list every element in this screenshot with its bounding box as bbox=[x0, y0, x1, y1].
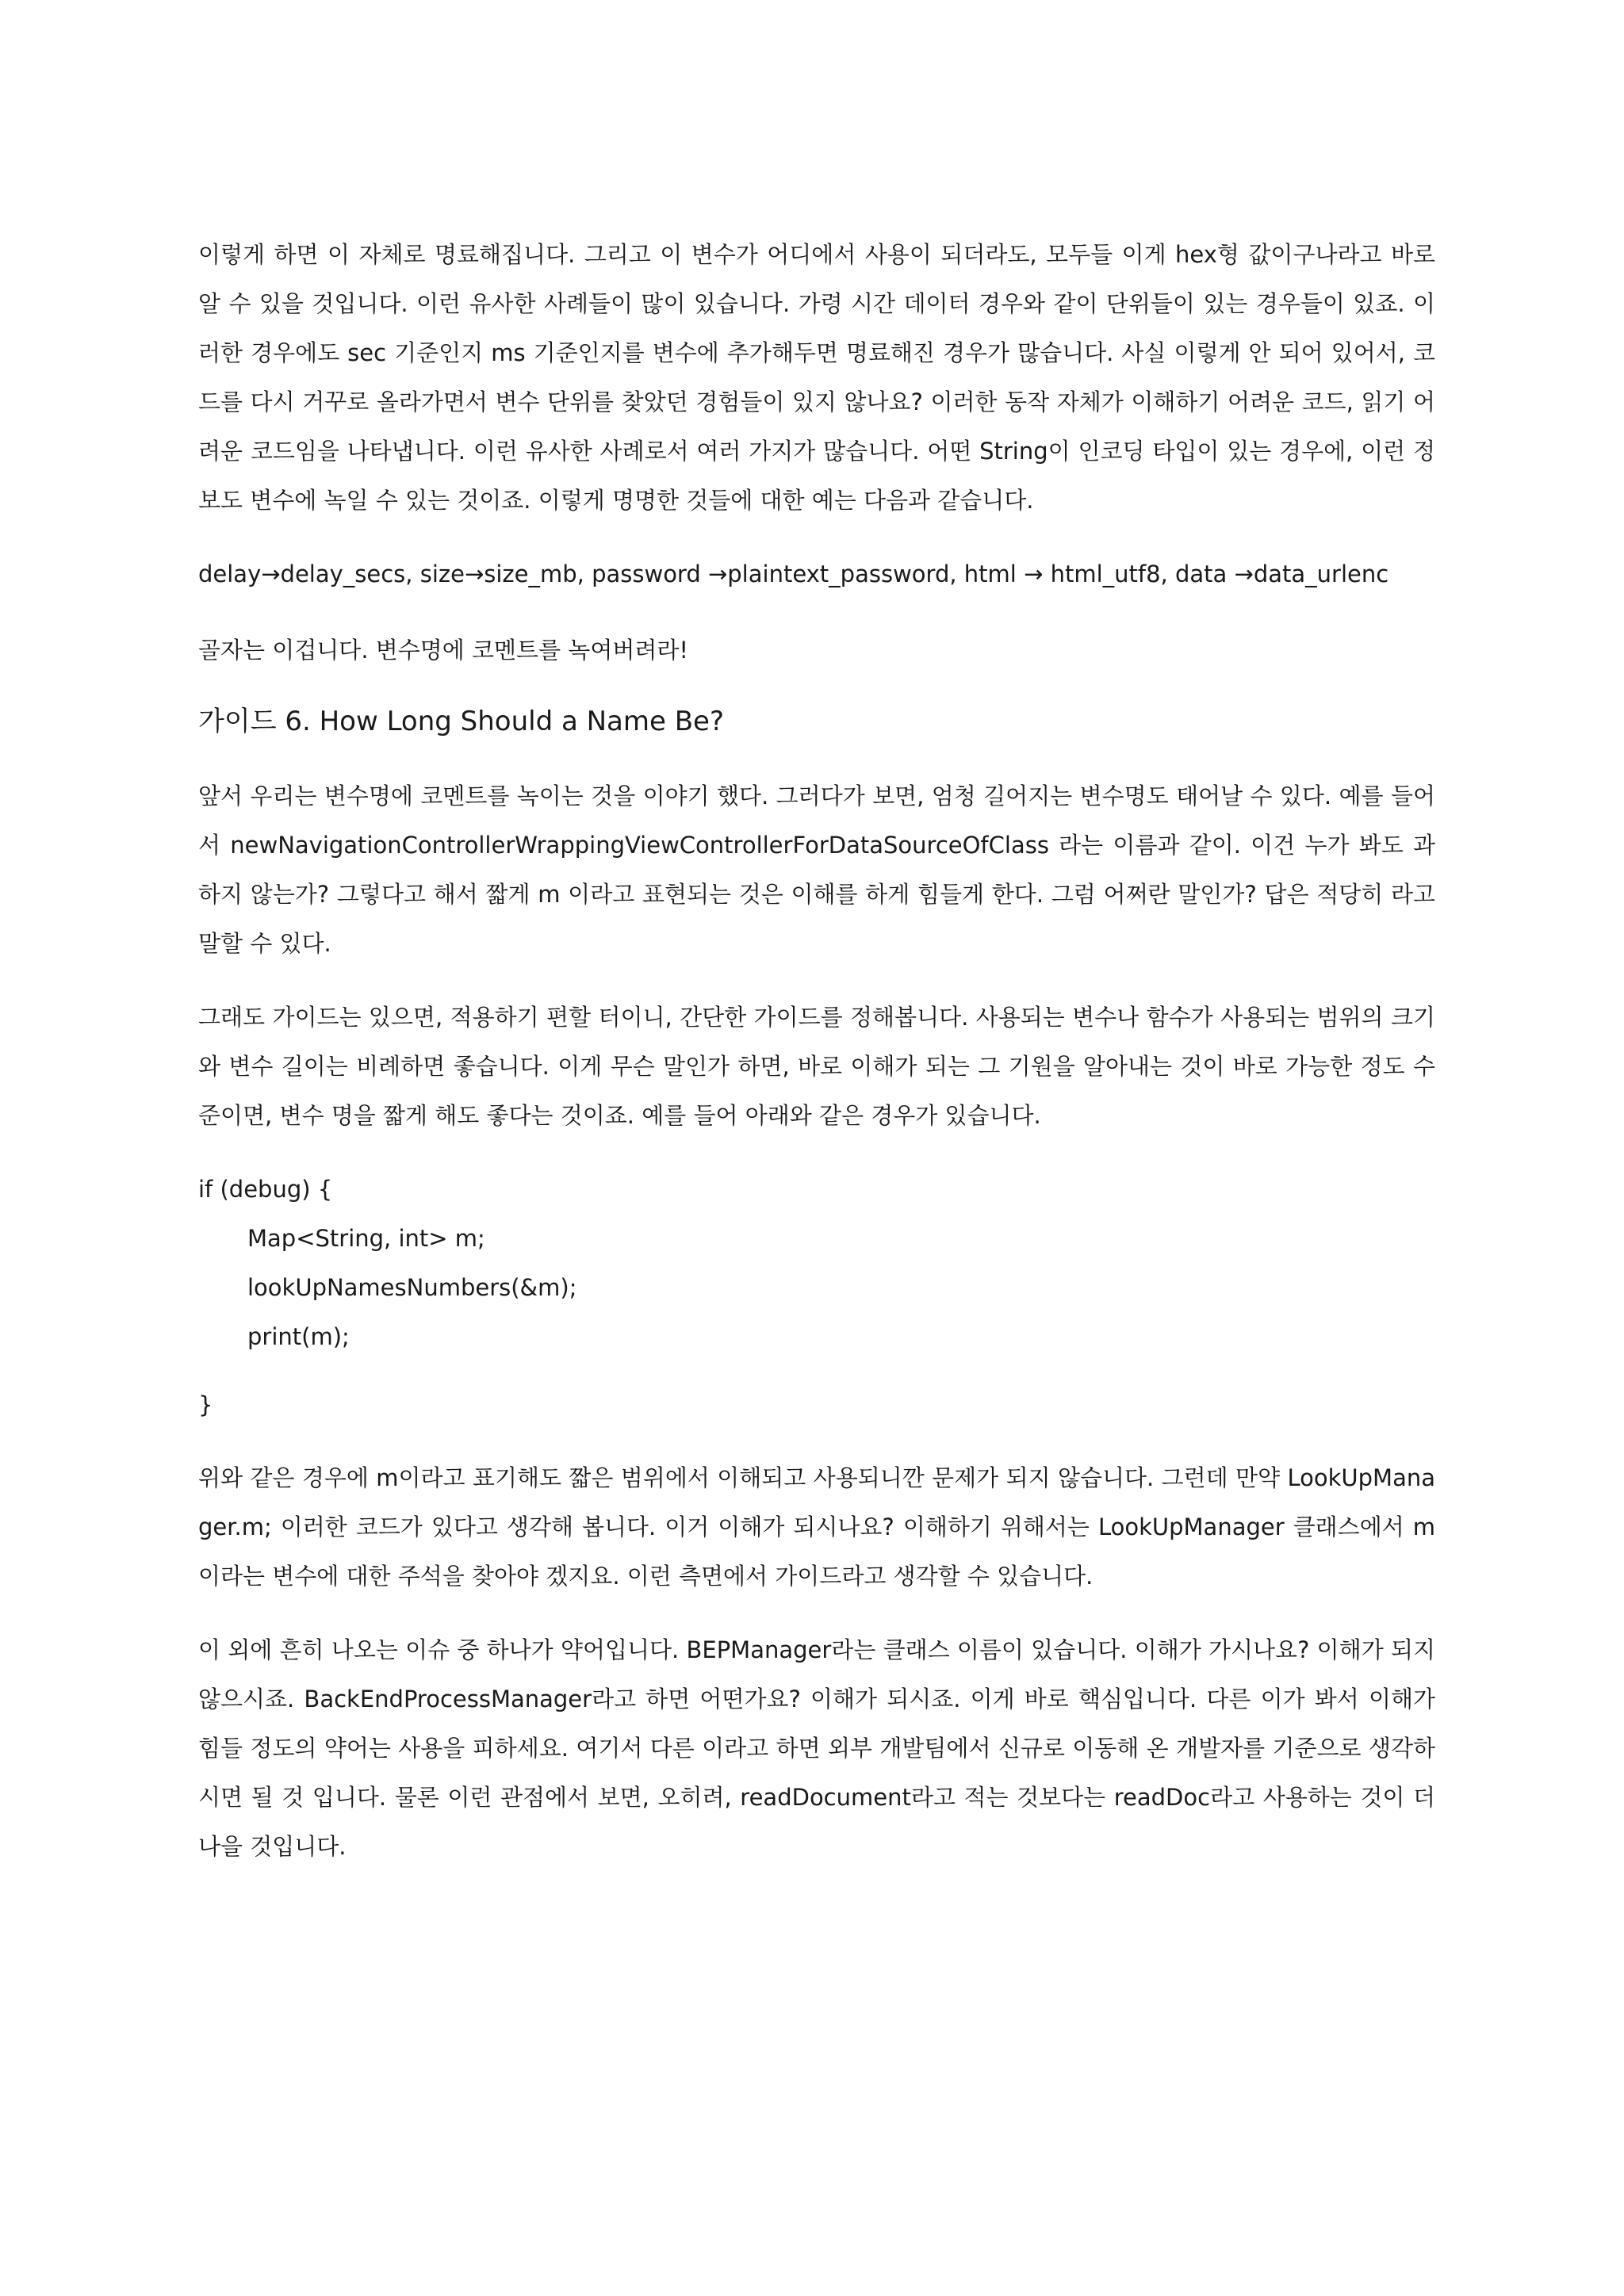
code-example bbox=[198, 1165, 1435, 1429]
code-line: lookUpNamesNumbers(&m); bbox=[247, 1274, 577, 1301]
body-paragraph: 위와 같은 경우에 m이라고 표기해도 짧은 범위에서 이해되고 사용되니깐 문제가 되지 않습니다. 그런데 만약 LookUpManager.m; 이러한 코드가 있다고 생각해 봅니다. 이거 이해가 되시나요? 이해하기 위해서는 LookUpManager 클래스에서 m이라는 변수에 대한 주석을 찾아야 겠지요. 이런 측면에서 가이드라고 생각할 수 있습니다. bbox=[198, 1464, 1435, 1590]
body-paragraph: 그래도 가이드는 있으면, 적용하기 편할 터이니, 간단한 가이드를 정해봅니다. 사용되는 변수나 함수가 사용되는 범위의 크기와 변수 길이는 비례하면 좋습니다. 이게 무슨 말인가 하면, 바로 이해가 되는 그 기원을 알아내는 것이 바로 가능한 정도 수준이면, 변수 명을 짧게 해도 좋다는 것이죠. 예를 들어 아래와 같은 경우가 있습니다. bbox=[198, 1004, 1435, 1129]
code-line: if (debug) { bbox=[198, 1176, 333, 1203]
code-line: print(m); bbox=[247, 1323, 350, 1350]
code-line: Map<String, int> m; bbox=[247, 1225, 485, 1252]
gist-sentence: 골자는 이겁니다. 변수명에 코멘트를 녹여버려라! bbox=[198, 637, 688, 664]
section-heading: 가이드 6. How Long Should a Name Be? bbox=[198, 706, 725, 737]
body-paragraph: 이렇게 하면 이 자체로 명료해집니다. 그리고 이 변수가 어디에서 사용이 되더라도, 모두들 이게 hex형 값이구나라고 바로 알 수 있을 것입니다. 이런 유사한 사례들이 많이 있습니다. 가령 시간 데이터 경우와 같이 단위들이 있는 경우들이 있죠. 이러한 경우에도 sec 기준인지 ms 기준인지를 변수에 추가해두면 명료해진 경우가 많습니다. 사실 이렇게 안 되어 있어서, 코드를 다시 거꾸로 올라가면서 변수 단위를 찾았던 경험들이 있지 않나요? 이러한 동작 자체가 이해하기 어려운 코드, 읽기 어려운 코드임을 나타냅니다. 이런 유사한 사례로서 여러 가지가 많습니다. 어떤 String이 인코딩 타입이 있는 경우에, 이런 정보도 변수에 녹일 수 있는 것이죠. 이렇게 명명한 것들에 대한 예는 다음과 같습니다. bbox=[198, 241, 1435, 514]
rename-examples: delay→delay_secs, size→size_mb, password →plaintext_password, html → html_utf8, data →data_urlenc bbox=[198, 561, 1389, 587]
code-line: } bbox=[198, 1391, 213, 1418]
body-paragraph: 앞서 우리는 변수명에 코멘트를 녹이는 것을 이야기 했다. 그러다가 보면, 엄청 길어지는 변수명도 태어날 수 있다. 예를 들어서 newNavigationControllerWrappingViewControllerForDataSourceOfClass 라는 이름과 같이. 이건 누가 봐도 과하지 않는가? 그렇다고 해서 짧게 m 이라고 표현되는 것은 이해를 하게 힘들게 한다. 그럼 어쩌란 말인가? 답은 적당히 라고 말할 수 있다. bbox=[198, 783, 1435, 957]
document-page bbox=[198, 230, 1435, 1896]
body-paragraph: 이 외에 흔히 나오는 이슈 중 하나가 약어입니다. BEPManager라는 클래스 이름이 있습니다. 이해가 가시나요? 이해가 되지 않으시죠. BackEndProcessManager라고 하면 어떤가요? 이해가 되시죠. 이게 바로 핵심입니다. 다른 이가 봐서 이해가 힘들 정도의 약어는 사용을 피하세요. 여기서 다른 이라고 하면 외부 개발팀에서 신규로 이동해 온 개발자를 기준으로 생각하시면 될 것 입니다. 물론 이런 관점에서 보면, 오히려, readDocument라고 적는 것보다는 readDoc라고 사용하는 것이 더 나을 것입니다. bbox=[198, 1636, 1435, 1860]
